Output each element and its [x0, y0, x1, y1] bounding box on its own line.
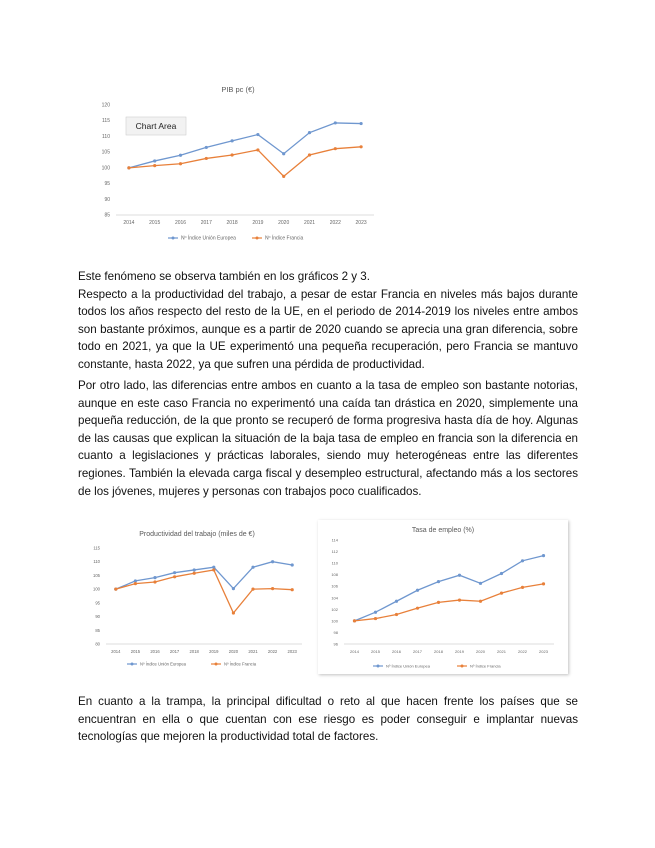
x-tick-label: 2015	[371, 649, 380, 654]
data-point-ue	[360, 122, 363, 125]
x-tick-label: 2021	[248, 649, 258, 654]
x-tick-label: 2020	[278, 220, 290, 226]
legend-label: Nº Índice Francia	[224, 661, 257, 667]
x-tick-label: 2015	[149, 220, 161, 226]
data-point-francia	[205, 157, 208, 160]
x-tick-label: 2017	[200, 220, 212, 226]
chart-title: PIB pc (€)	[221, 85, 255, 94]
y-tick-label: 105	[101, 149, 110, 156]
chart-productividad-svg	[80, 522, 314, 672]
x-tick-label: 2022	[267, 649, 278, 654]
y-tick-label: 110	[102, 133, 110, 140]
series-line-francia	[355, 584, 544, 621]
chart-title: Tasa de empleo (%)	[411, 527, 475, 534]
chart-productividad	[80, 522, 314, 672]
data-point-ue	[334, 121, 337, 124]
x-tick-label: 2014	[123, 220, 135, 226]
legend-marker	[131, 663, 134, 666]
data-point-ue	[232, 587, 235, 590]
y-tick-label: 96	[333, 641, 338, 647]
data-point-ue	[212, 566, 215, 569]
y-tick-label: 95	[104, 181, 110, 188]
chart-tasa-empleo	[318, 520, 568, 674]
x-tick-label: 2017	[169, 649, 180, 654]
data-point-francia	[395, 613, 398, 616]
chart-tasa-empleo-svg	[318, 520, 568, 674]
y-tick-label: 98	[333, 629, 338, 635]
x-tick-label: 2014	[350, 649, 359, 654]
data-point-ue	[308, 131, 311, 134]
x-tick-label: 2016	[150, 649, 160, 654]
y-tick-label: 120	[101, 102, 110, 109]
x-tick-label: 2023	[287, 649, 297, 654]
data-point-francia	[153, 164, 156, 167]
chart-title: Productividad del trabajo (miles de €)	[139, 531, 255, 538]
data-point-francia	[291, 588, 294, 591]
data-point-ue	[521, 559, 524, 562]
paragraph-line-intro: Este fenómeno se observa también en los gráficos 2 y 3.	[78, 270, 370, 283]
data-point-ue	[458, 574, 461, 577]
x-tick-label: 2020	[476, 649, 485, 654]
x-tick-label: 2018	[434, 649, 443, 654]
data-point-francia	[308, 153, 311, 156]
data-point-francia	[282, 175, 285, 178]
data-point-francia	[271, 587, 274, 590]
data-point-ue	[173, 571, 176, 574]
y-tick-label: 115	[93, 545, 100, 551]
data-point-francia	[134, 582, 137, 585]
data-point-ue	[500, 572, 503, 575]
data-point-francia	[193, 572, 196, 575]
data-point-francia	[153, 580, 156, 583]
y-tick-label: 95	[95, 600, 100, 606]
y-tick-label: 114	[331, 537, 338, 543]
x-tick-label: 2019	[209, 649, 219, 654]
x-tick-label: 2019	[252, 220, 264, 226]
data-point-francia	[500, 592, 503, 595]
data-point-ue	[179, 154, 182, 157]
y-tick-label: 90	[104, 196, 110, 203]
paragraph-productividad	[78, 268, 578, 374]
data-point-ue	[153, 576, 156, 579]
series-line-francia	[129, 147, 361, 177]
x-tick-label: 2014	[111, 649, 121, 654]
y-tick-label: 105	[93, 572, 100, 578]
data-point-francia	[437, 601, 440, 604]
data-point-ue	[416, 589, 419, 592]
x-tick-label: 2018	[189, 649, 199, 654]
data-point-ue	[134, 579, 137, 582]
data-point-ue	[193, 568, 196, 571]
data-point-ue	[542, 554, 545, 557]
data-point-francia	[114, 588, 117, 591]
legend-label: Nº Índice Unión Europea	[140, 661, 186, 667]
y-tick-label: 80	[95, 641, 100, 647]
legend-label: Nº Índice Francia	[470, 663, 501, 669]
data-point-ue	[437, 580, 440, 583]
data-point-ue	[251, 566, 254, 569]
y-tick-label: 106	[331, 583, 338, 589]
x-tick-label: 2018	[226, 220, 238, 226]
paragraph-tasa-empleo: Por otro lado, las diferencias entre ambos en cuanto a la tasa de empleo son bastante notorias, aunque en este caso Francia no experimentó una caída tan drástica en 2020, simplemente una pequeña reducción, de la que pronto se recuperó de forma progresiva hasta día de hoy. Algunas de las causas que explican la situación de la baja tasa de empleo en francia son la diferencia en cuanto a legislaciones y prácticas laborales, siendo muy heterogéneas entre las diferentes regiones. También la elevada carga fiscal y desempleo estructural, afectando más a los sectores de los jóvenes, mujeres y personas con trabajos poco cualificados.	[78, 379, 578, 498]
x-tick-label: 2022	[518, 649, 527, 654]
y-tick-label: 110	[331, 560, 338, 566]
data-point-ue	[291, 563, 294, 566]
data-point-francia	[360, 145, 363, 148]
x-tick-label: 2023	[355, 220, 367, 226]
chart-pib-pc-svg	[82, 80, 394, 252]
data-point-francia	[251, 588, 254, 591]
y-tick-label: 90	[95, 614, 100, 620]
data-point-ue	[479, 582, 482, 585]
x-tick-label: 2016	[174, 220, 187, 226]
y-tick-label: 110	[93, 559, 100, 565]
data-point-ue	[395, 600, 398, 603]
data-point-francia	[179, 162, 182, 165]
data-point-ue	[282, 152, 285, 155]
legend-marker	[461, 665, 464, 668]
legend-label: Nº Índice Francia	[265, 235, 304, 242]
data-point-francia	[127, 166, 130, 169]
y-tick-label: 102	[331, 606, 338, 612]
data-point-ue	[205, 146, 208, 149]
data-point-francia	[416, 607, 419, 610]
y-tick-label: 100	[101, 165, 110, 172]
data-point-francia	[334, 147, 337, 150]
y-tick-label: 112	[331, 549, 338, 555]
x-tick-label: 2017	[413, 649, 422, 654]
data-point-francia	[353, 619, 356, 622]
legend-marker	[172, 237, 175, 240]
legend-marker	[256, 237, 259, 240]
data-point-ue	[256, 133, 259, 136]
legend-marker	[215, 663, 218, 666]
data-point-francia	[173, 575, 176, 578]
x-tick-label: 2015	[130, 649, 141, 654]
data-point-francia	[458, 598, 461, 601]
data-point-francia	[232, 611, 235, 614]
data-point-francia	[521, 586, 524, 589]
data-point-ue	[231, 139, 234, 142]
y-tick-label: 100	[93, 586, 100, 592]
data-point-ue	[271, 560, 274, 563]
x-tick-label: 2020	[228, 649, 239, 654]
y-tick-label: 108	[331, 572, 338, 578]
data-point-francia	[231, 153, 234, 156]
chart-pib-pc	[82, 80, 394, 252]
data-point-ue	[153, 159, 156, 162]
series-line-ue	[116, 562, 292, 589]
x-tick-label: 2023	[539, 649, 548, 654]
x-tick-label: 2016	[392, 649, 401, 654]
y-tick-label: 104	[331, 595, 338, 601]
chart-area-tooltip-label: Chart Area	[135, 121, 177, 131]
x-tick-label: 2021	[303, 220, 316, 226]
data-point-ue	[374, 611, 377, 614]
data-point-francia	[542, 582, 545, 585]
legend-label: Nº Índice Unión Europea	[181, 235, 236, 242]
series-line-ue	[355, 556, 544, 621]
data-point-francia	[374, 617, 377, 620]
y-tick-label: 85	[104, 212, 110, 219]
legend-marker	[377, 665, 380, 668]
legend-label: Nº Índice Unión Europea	[386, 663, 430, 669]
x-tick-label: 2021	[497, 649, 506, 654]
x-tick-label: 2022	[329, 220, 341, 226]
paragraph-trampa: En cuanto a la trampa, la principal dificultad o reto al que hacen frente los países que se encuentran en ella o que cuentan con ese riesgo es poder conseguir e implantar nuevas tecnologías que mejoren la productividad total de factores.	[78, 695, 578, 744]
y-tick-label: 85	[95, 627, 100, 633]
data-point-francia	[479, 600, 482, 603]
data-point-francia	[256, 148, 259, 151]
x-tick-label: 2019	[455, 649, 464, 654]
y-tick-label: 100	[331, 618, 338, 624]
series-line-francia	[116, 570, 292, 613]
data-point-francia	[212, 568, 215, 571]
paragraph-productividad-body: Respecto a la productividad del trabajo, a pesar de estar Francia en niveles más bajos durante todos los años respecto del resto de la UE, en el periodo de 2014-2019 los niveles entre ambos son bastante próximos, aunque es a partir de 2020 cuando se aprecia una gran diferencia, sobre todo en 2021, ya que la UE experimentó una pequeña recuperación, pero Francia se mantuvo constante, hasta 2022, ya que sufren una pérdida de productividad.	[78, 287, 578, 371]
y-tick-label: 115	[102, 118, 110, 125]
